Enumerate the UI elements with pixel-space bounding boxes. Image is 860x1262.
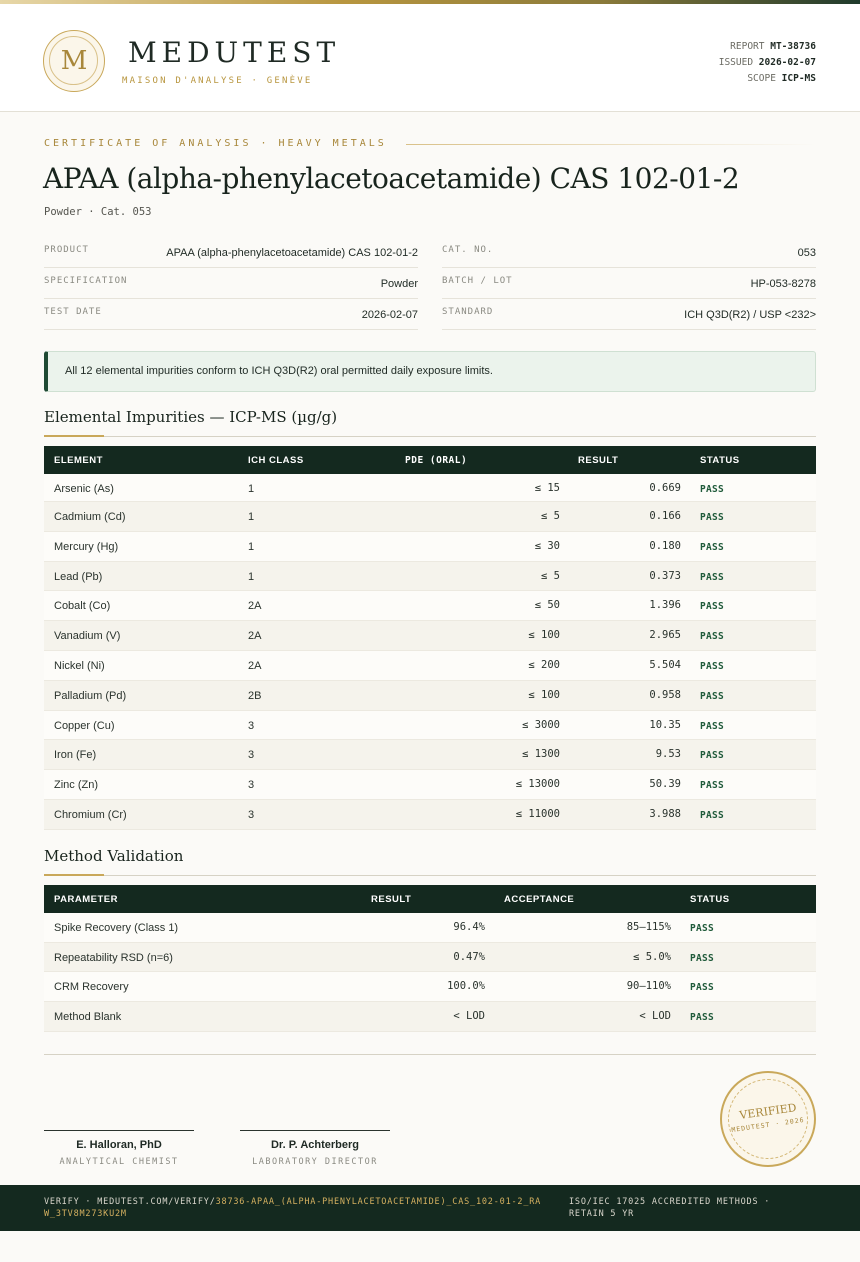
info-value: 2026-02-07 — [361, 309, 418, 321]
brand-name: MEDUTEST — [128, 36, 341, 69]
result-value: 0.373 — [649, 569, 681, 582]
element-name: Cobalt (Co) — [54, 600, 111, 613]
table-row — [44, 711, 816, 741]
brand-tagline: MAISON D'ANALYSE · GENÈVE — [122, 76, 313, 86]
ich-class: 1 — [248, 483, 255, 495]
info-row-product — [44, 237, 418, 268]
table-row — [44, 474, 816, 502]
validation-table-body — [44, 913, 816, 1032]
info-value: 053 — [797, 247, 816, 259]
col-status: STATUS — [700, 455, 740, 466]
info-row-standard — [442, 299, 816, 330]
report-number: MT-38736 — [770, 41, 816, 52]
element-name: Cadmium (Cd) — [54, 511, 126, 523]
ich-class: 1 — [248, 540, 255, 553]
element-name: Lead (Pb) — [54, 570, 103, 583]
info-row-cat-no — [442, 237, 816, 268]
section-divider — [44, 436, 816, 437]
table-row — [44, 770, 816, 800]
signature-block-chemist — [44, 1130, 194, 1167]
result-value: < LOD — [453, 1010, 485, 1023]
col-result: RESULT — [371, 894, 412, 905]
info-value: ICH Q3D(R2) / USP <232> — [684, 309, 816, 321]
report-label: REPORT — [730, 41, 765, 52]
info-row-batch — [442, 268, 816, 299]
table-row — [44, 943, 816, 973]
issued-label: ISSUED — [718, 57, 754, 68]
info-value: HP-053-8278 — [750, 278, 816, 290]
element-name: Copper (Cu) — [54, 719, 115, 732]
validation-section-title: Method Validation — [44, 847, 184, 865]
signature-line — [240, 1130, 390, 1131]
element-name: Nickel (Ni) — [54, 659, 105, 672]
table-row — [44, 740, 816, 770]
pde-limit: ≤ 30 — [534, 539, 560, 552]
result-value: 0.166 — [649, 510, 681, 522]
table-header — [44, 446, 816, 474]
impurities-section-title: Elemental Impurities — ICP-MS (µg/g) — [44, 408, 338, 426]
status-badge: PASS — [700, 809, 725, 821]
info-key: STANDARD — [442, 307, 494, 317]
ich-class: 3 — [248, 719, 255, 732]
pde-limit: ≤ 5 — [541, 569, 560, 582]
ich-class: 3 — [248, 808, 255, 821]
page-footer — [0, 1185, 860, 1231]
status-badge: PASS — [700, 601, 725, 613]
section-accent — [44, 435, 104, 437]
col-result: RESULT — [578, 455, 619, 466]
pde-limit: ≤ 15 — [534, 482, 560, 494]
seal-text: VERIFIED — [738, 1101, 798, 1122]
info-row-test-date — [44, 299, 418, 330]
acceptance-range: 85–115% — [626, 921, 671, 933]
element-name: Chromium (Cr) — [54, 808, 127, 821]
signer-name: Dr. P. Achterberg — [270, 1139, 360, 1151]
element-name: Mercury (Hg) — [54, 540, 119, 553]
status-badge: PASS — [700, 631, 725, 643]
status-badge: PASS — [700, 541, 725, 553]
page-header — [0, 4, 860, 112]
table-row — [44, 651, 816, 681]
element-name: Palladium (Pd) — [54, 689, 127, 702]
pde-limit: ≤ 3000 — [522, 718, 560, 731]
parameter-name: CRM Recovery — [54, 981, 129, 994]
result-value: 1.396 — [649, 599, 681, 612]
col-ich-class: ICH CLASS — [248, 455, 304, 466]
signature-divider — [44, 1054, 816, 1055]
table-row — [44, 532, 816, 562]
status-badge: PASS — [700, 780, 725, 792]
table-row — [44, 1002, 816, 1032]
signature-line — [44, 1130, 194, 1131]
info-value: APAA (alpha-phenylacetoacetamide) CAS 102-01-2 — [166, 247, 418, 259]
ich-class: 1 — [248, 511, 255, 523]
result-value: 3.988 — [649, 807, 681, 820]
signer-name: E. Halloran, PhD — [76, 1139, 162, 1151]
pde-limit: ≤ 13000 — [515, 778, 560, 791]
pde-limit: ≤ 100 — [528, 629, 560, 642]
info-key: BATCH / LOT — [442, 276, 513, 286]
result-value: 100.0% — [447, 980, 485, 993]
table-row — [44, 972, 816, 1002]
col-pde: PDE (ORAL) — [405, 455, 468, 466]
status-badge: PASS — [700, 720, 725, 732]
status-badge: PASS — [700, 690, 725, 702]
table-row — [44, 502, 816, 532]
ich-class: 2A — [248, 630, 262, 643]
signer-role: LABORATORY DIRECTOR — [252, 1157, 378, 1167]
element-name: Vanadium (V) — [54, 630, 121, 643]
pde-limit: ≤ 100 — [528, 688, 560, 701]
info-key: CAT. NO. — [442, 245, 494, 255]
verify-prefix: VERIFY · MEDUTEST.COM/VERIFY/ — [44, 1197, 216, 1207]
parameter-name: Method Blank — [54, 1011, 122, 1024]
section-divider — [44, 875, 816, 876]
result-value: 0.958 — [649, 688, 681, 701]
result-value: 0.669 — [649, 482, 681, 494]
ich-class: 3 — [248, 779, 255, 792]
info-grid-right — [442, 237, 816, 330]
col-parameter: PARAMETER — [54, 894, 118, 905]
parameter-name: Repeatability RSD (n=6) — [54, 951, 173, 964]
element-name: Arsenic (As) — [54, 483, 114, 495]
info-grid-left — [44, 237, 418, 330]
verify-link[interactable]: 38736-APAA_(ALPHA-PHENYLACETOACETAMIDE)_CAS_102-01-2_RAW_3TV8M273KU2M — [44, 1197, 542, 1219]
ich-class: 2B — [248, 689, 262, 702]
verify-line — [44, 1196, 544, 1220]
status-badge: PASS — [690, 952, 715, 964]
table-row — [44, 621, 816, 651]
result-value: 96.4% — [453, 921, 485, 933]
result-value: 5.504 — [649, 658, 681, 671]
conformance-notice: All 12 elemental impurities conform to ICH Q3D(R2) oral permitted daily exposure limits. — [44, 351, 816, 392]
table-header — [44, 885, 816, 913]
parameter-name: Spike Recovery (Class 1) — [54, 922, 179, 934]
pde-limit: ≤ 50 — [534, 599, 560, 612]
impurities-table — [44, 446, 816, 830]
status-badge: PASS — [700, 484, 725, 495]
acceptance-range: 90–110% — [626, 980, 671, 993]
certificate-eyebrow: CERTIFICATE OF ANALYSIS · HEAVY METALS — [44, 138, 387, 149]
accreditation-note: ISO/IEC 17025 ACCREDITED METHODS · RETAIN 5 YR — [569, 1197, 771, 1219]
table-row — [44, 591, 816, 621]
status-badge: PASS — [700, 660, 725, 672]
status-badge: PASS — [700, 571, 725, 583]
table-row — [44, 913, 816, 943]
result-value: 0.47% — [453, 950, 485, 963]
signature-block-director — [240, 1130, 390, 1167]
page-title: APAA (alpha-phenylacetoacetamide) CAS 102-01-2 — [43, 162, 740, 195]
pde-limit: ≤ 11000 — [515, 807, 560, 820]
logo — [43, 30, 105, 92]
col-element: ELEMENT — [54, 455, 103, 466]
status-badge: PASS — [690, 923, 715, 934]
info-key: PRODUCT — [44, 245, 89, 255]
table-row — [44, 800, 816, 830]
result-value: 9.53 — [655, 748, 681, 761]
scope-label: SCOPE — [747, 73, 776, 84]
col-acceptance: ACCEPTANCE — [504, 894, 575, 905]
result-value: 2.965 — [649, 629, 681, 642]
eyebrow-divider — [406, 144, 816, 145]
ich-class: 3 — [248, 749, 255, 762]
report-meta — [719, 39, 816, 87]
acceptance-range: < LOD — [639, 1010, 671, 1023]
element-name: Iron (Fe) — [54, 749, 97, 762]
result-value: 10.35 — [649, 718, 681, 731]
info-key: SPECIFICATION — [44, 276, 128, 286]
validation-table — [44, 885, 816, 1032]
ich-class: 2A — [248, 600, 262, 613]
pde-limit: ≤ 1300 — [522, 748, 560, 761]
status-badge: PASS — [690, 1012, 715, 1024]
result-value: 50.39 — [649, 778, 681, 791]
status-badge: PASS — [700, 512, 725, 523]
result-value: 0.180 — [649, 539, 681, 552]
issued-date: 2026-02-07 — [758, 57, 816, 68]
info-row-specification — [44, 268, 418, 299]
table-row — [44, 681, 816, 711]
element-name: Zinc (Zn) — [54, 779, 98, 792]
verified-seal — [720, 1071, 816, 1167]
scope-value: ICP-MS — [781, 73, 816, 84]
logo-letter: M — [60, 46, 88, 76]
seal-subtext: MEDUTEST · 2026 — [730, 1115, 806, 1135]
info-value: Powder — [380, 278, 418, 290]
page-subtitle: Powder · Cat. 053 — [44, 206, 152, 218]
status-badge: PASS — [700, 750, 725, 762]
col-status: STATUS — [690, 894, 730, 905]
pde-limit: ≤ 5 — [541, 510, 560, 522]
section-accent — [44, 874, 104, 876]
ich-class: 1 — [248, 570, 255, 583]
info-key: TEST DATE — [44, 307, 102, 317]
pde-limit: ≤ 200 — [528, 658, 560, 671]
ich-class: 2A — [248, 659, 262, 672]
status-badge: PASS — [690, 982, 715, 994]
table-row — [44, 562, 816, 592]
signer-role: ANALYTICAL CHEMIST — [59, 1157, 179, 1167]
acceptance-range: ≤ 5.0% — [633, 950, 671, 963]
impurities-table-body — [44, 474, 816, 830]
